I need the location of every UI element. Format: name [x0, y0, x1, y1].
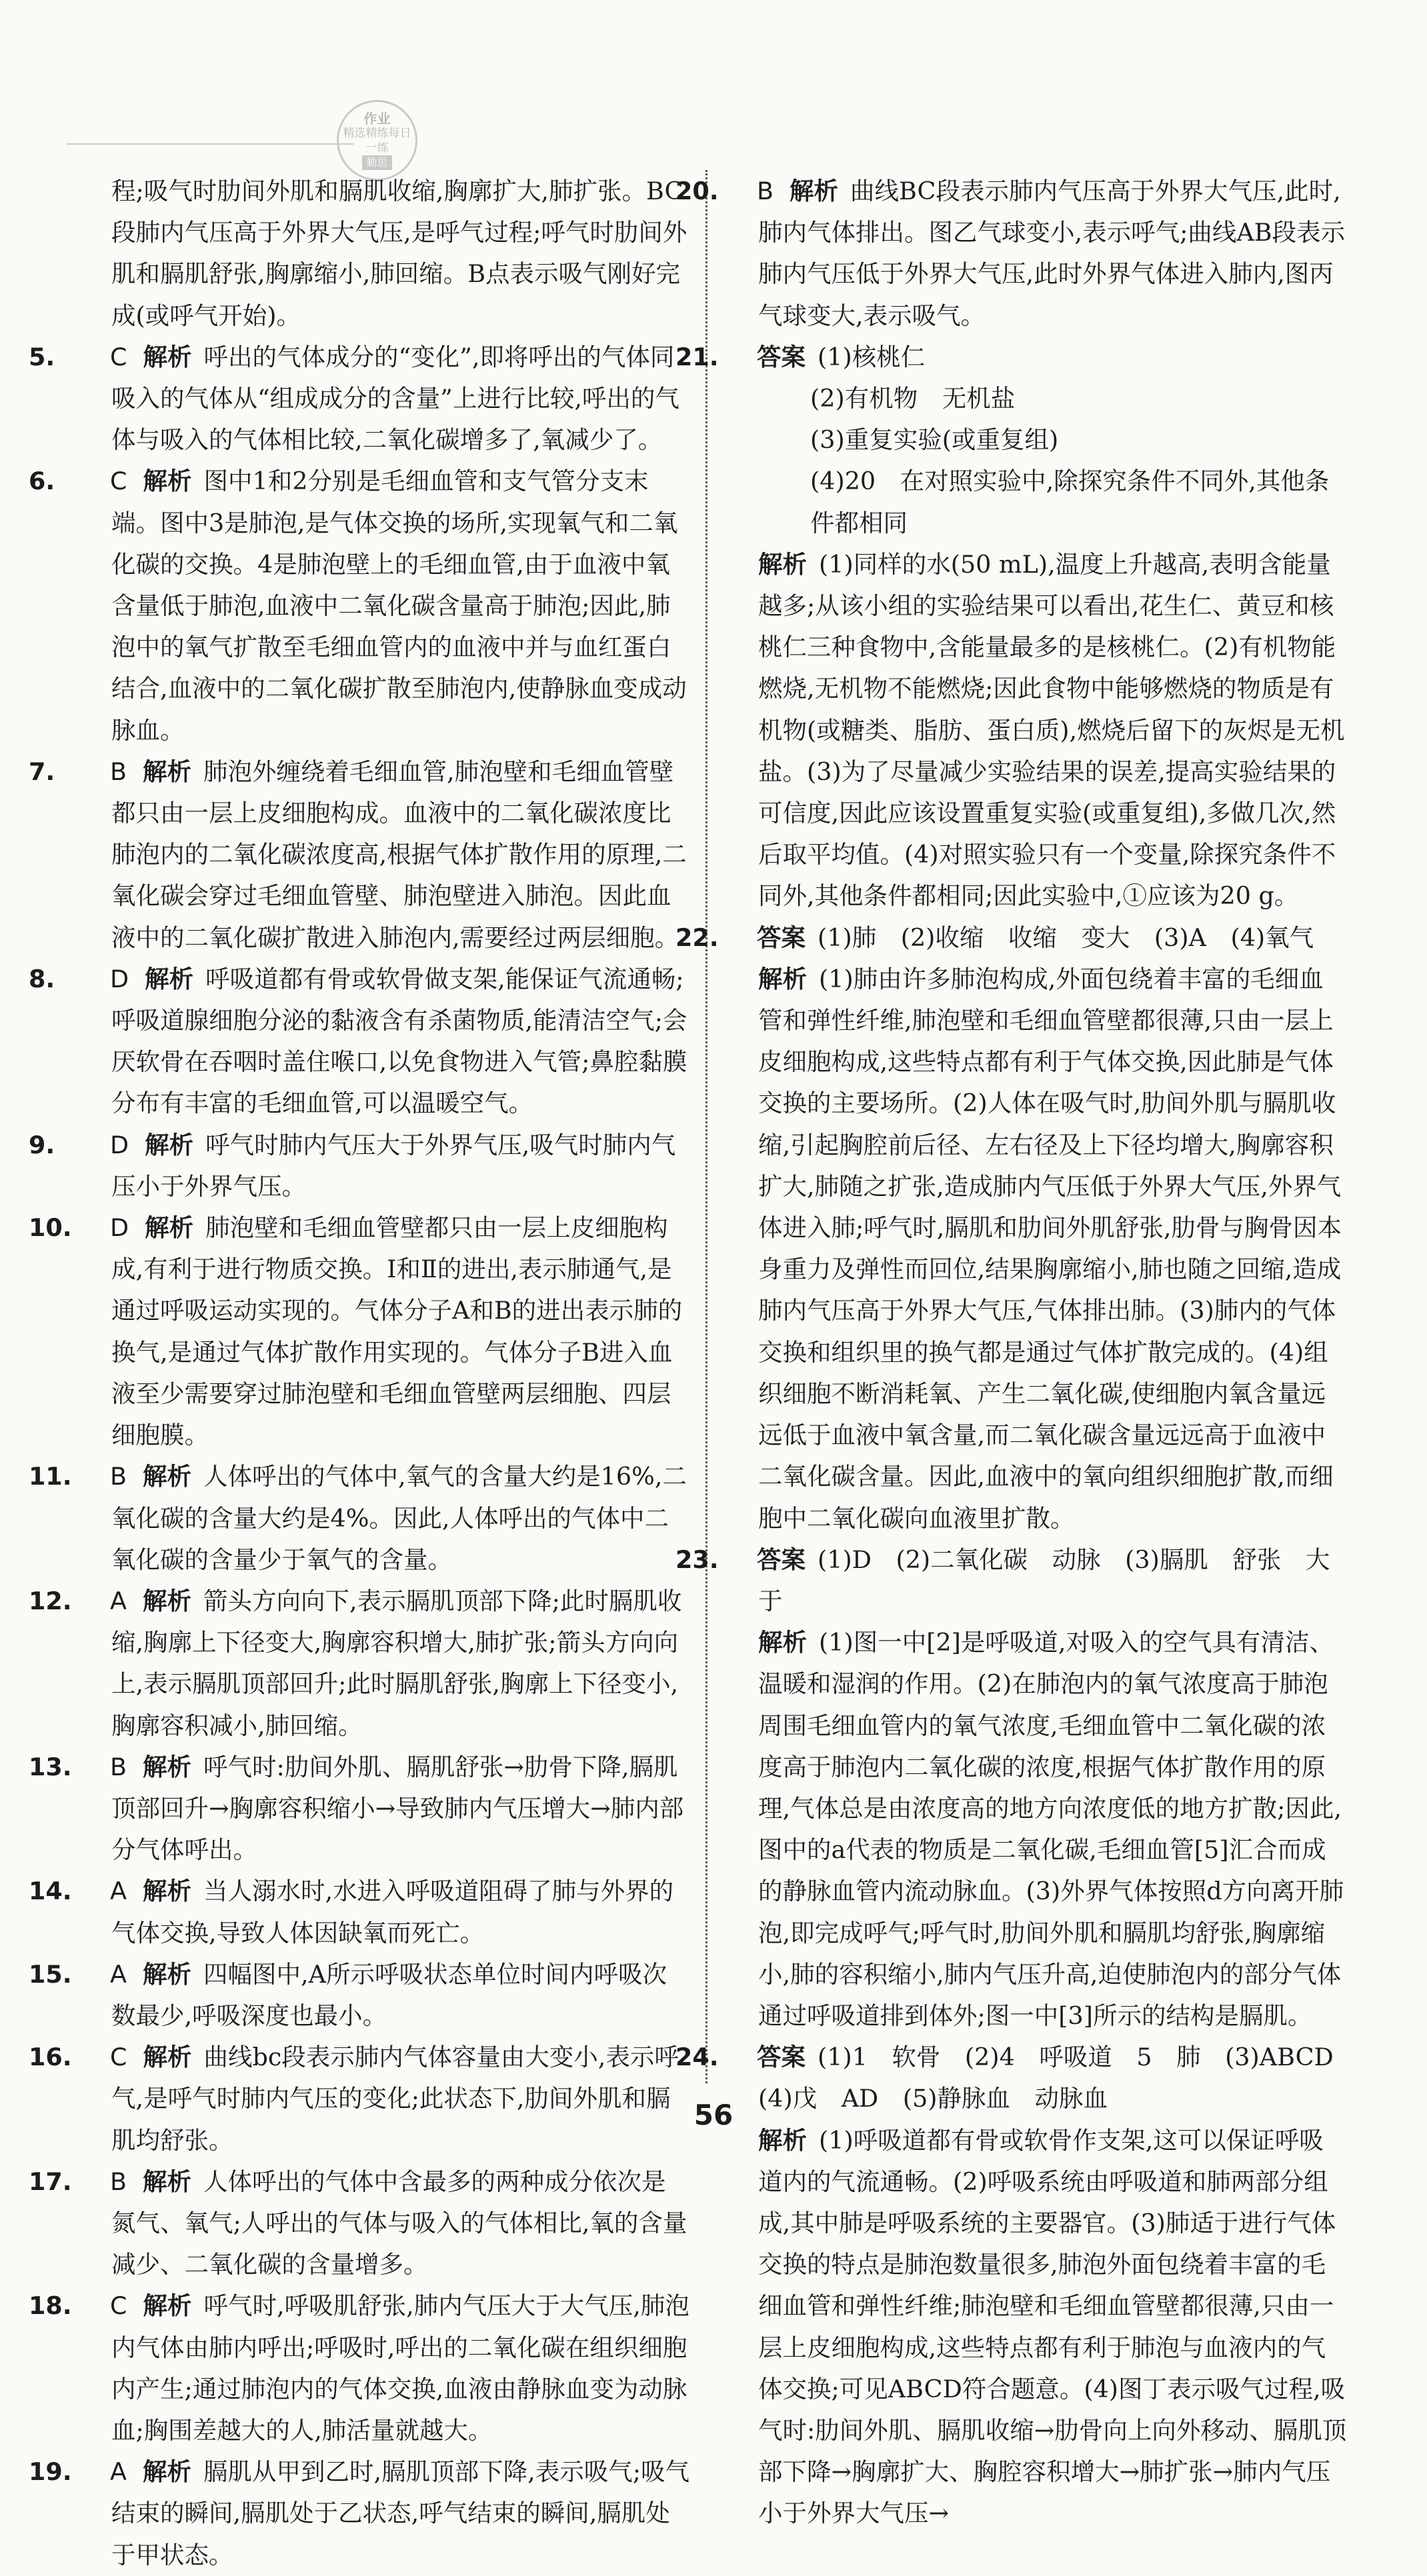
answer-24-part2: (4)戊 AD (5)静脉血 动脉血 [758, 2084, 1108, 2113]
explanation-24: 解析 (1)呼吸道都有骨或软骨作支架,这可以保证呼吸道内的气流通畅。(2)呼吸系统由呼吸道和肺两部分组成,其中肺是呼吸系统的主要器官。(3)肺适于进行气体交换的特点是肺泡数量很多,肺泡外面包绕着丰富的毛细血管和弹性纤维;肺泡壁和毛细血管壁都很薄,只由一层上皮细胞构成,这些特点都有利于肺泡与血液内的气体交换;可见ABCD符合题意。(4)图丁表示吸气过程,吸气时:肋间外肌、膈肌收缩→肋骨向上向外移动、膈肌顶部下降→胸廓扩大、胸腔容积增大→肺扩张→肺内气压小于外界大气压→ [758, 2125, 1347, 2528]
answer-item: 17. B 解析 人体呼出的气体中含最多的两种成分依次是氮气、氧气;人呼出的气体与吸入的气体相比,氧的含量减少、二氧化碳的含量增多。 [29, 2167, 687, 2279]
answer-item: 14. A 解析 当人溺水时,水进入呼吸道阻碍了肺与外界的气体交换,导致人体因缺氧而死亡。 [29, 1877, 674, 1947]
answer-item-21: 21. 答案 (1)核桃仁 (2)有机物 无机盐 (3)重复实验(或重复组) (4)20 在对照实验中,除探究条件不同外,其他条件都相同 解析 (1)同样的水(50 mL),温度上升越高,表明含能量越多;从该小组的实验结果可以看出,花生仁、黄豆和核桃仁三种食物中,含能量最多的是核桃仁。(2)有机物能燃烧,无机物不能燃烧;因此食物中能够燃烧的物质是有机物(或糖类、脂肪、蛋白质),燃烧后留下的灰烬是无机盐。(3)为了尽量减少实验结果的误差,提高实验结果的可信度,因此应该设置重复实验(或重复组),多做几次,然后取平均值。(4)对照实验只有一个变量,除探究条件不同外,其他条件都相同;因此实验中,①应该为20 g。 [717, 337, 1347, 917]
answer-21-part3: (3)重复实验(或重复组) [810, 425, 1059, 455]
answer-item: 15. A 解析 四幅图中,A所示呼吸状态单位时间内呼吸次数最少,呼吸深度也最小。 [29, 1959, 667, 2030]
explanation-21: 解析 (1)同样的水(50 mL),温度上升越高,表明含能量越多;从该小组的实验结果可以看出,花生仁、黄豆和核桃仁三种食物中,含能量最多的是核桃仁。(2)有机物能燃烧,无机物不能燃烧;因此食物中能够燃烧的物质是有机物(或糖类、脂肪、蛋白质),燃烧后留下的灰烬是无机盐。(3)为了尽量减少实验结果的误差,提高实验结果的可信度,因此应该设置重复实验(或重复组),多做几次,然后取平均值。(4)对照实验只有一个变量,除探究条件不同外,其他条件都相同;因此实验中,①应该为20 g。 [758, 549, 1345, 911]
watermark-stamp [337, 100, 417, 181]
answer-21-part2: (2)有机物 无机盐 [810, 384, 1016, 413]
header-rule [67, 143, 353, 145]
stamp-motto: 勤思 [362, 155, 391, 170]
answer-item: 9. D 解析 呼气时肺内气压大于外界气压,吸气时肺内气压小于外界气压。 [29, 1130, 676, 1201]
explanation-23: 解析 (1)图一中[2]是呼吸道,对吸入的空气具有清洁、温暖和湿润的作用。(2)在肺泡内的氧气浓度高于肺泡周围毛细血管内的氧气浓度,毛细血管中二氧化碳的浓度高于肺泡内二氧化碳的浓度,根据气体扩散作用的原理,气体总是由浓度高的地方向浓度低的地方扩散;因此,图中的a代表的物质是二氧化碳,毛细血管[5]汇合而成的静脉血管内流动脉血。(3)外界气体按照d方向离开肺泡,即完成呼气;呼气时,肋间外肌和膈肌均舒张,胸廓缩小,肺的容积缩小,肺内气压升高,迫使肺泡内的部分气体通过呼吸道排到体外;图一中[3]所示的结构是膈肌。 [758, 1628, 1344, 2030]
answer-item: 19. A 解析 膈肌从甲到乙时,膈肌顶部下降,表示吸气;吸气结束的瞬间,膈肌处于乙状态,呼气结束的瞬间,膈肌处于甲状态。 [29, 2457, 689, 2569]
answer-item-20: 20. B 解析 曲线BC段表示肺内气压高于外界大气压,此时,肺内气体排出。图乙气球变小,表示呼气;曲线AB段表示肺内气压低于外界大气压,此时外界气体进入肺内,图丙气球变大,表示吸气。 [675, 177, 1346, 330]
left-column [29, 171, 690, 2576]
answer-item: 10. D 解析 肺泡壁和毛细血管壁都只由一层上皮细胞构成,有利于进行物质交换。Ⅰ和Ⅱ的进出,表示肺通气,是通过呼吸运动实现的。气体分子A和B的进出表示肺的换气,是通过气体扩散作用实现的。气体分子B进入血液至少需要穿过肺泡壁和毛细血管壁两层细胞、四层细胞膜。 [29, 1213, 683, 1450]
answer-item: 8. D 解析 呼吸道都有骨或软骨做支架,能保证气流通畅;呼吸道腺细胞分泌的黏液含有杀菌物质,能清洁空气;会厌软骨在吞咽时盖住喉口,以免食物进入气管;鼻腔黏膜分布有丰富的毛细血管,可以温暖空气。 [29, 964, 687, 1118]
answer-item-22: 22. 答案 (1)肺 (2)收缩 收缩 变大 (3)A (4)氧气 解析 (1)肺由许多肺泡构成,外面包绕着丰富的毛细血管和弹性纤维,肺泡壁和毛细血管壁都很薄,只由一层上皮细胞构成,这些特点都有利于气体交换,因此肺是气体交换的主要场所。(2)人体在吸气时,肋间外肌与膈肌收缩,引起胸腔前后径、左右径及上下径均增大,胸廓容积扩大,肺随之扩张,造成肺内气压低于外界大气压,外界气体进入肺;呼气时,膈肌和肋间外肌舒张,肋骨与胸骨因本身重力及弹性而回位,结果胸廓缩小,肺也随之回缩,造成肺内气压高于外界大气压,气体排出肺。(3)肺内的气体交换和组织里的换气都是通过气体扩散完成的。(4)组织细胞不断消耗氧、产生二氧化碳,使细胞内氧含量远远低于血液中氧含量,而二氧化碳含量远远高于血液中二氧化碳含量。因此,血液中的氧向组织细胞扩散,而细胞中二氧化碳向血液里扩散。 [717, 917, 1347, 1539]
answer-item: 11. B 解析 人体呼出的气体中,氧气的含量大约是16%,二氧化碳的含量大约是4%。因此,人体呼出的气体中二氧化碳的含量少于氧气的含量。 [29, 1462, 687, 1574]
answer-item: 18. C 解析 呼气时,呼吸肌舒张,肺内气压大于大气压,肺泡内气体由肺内呼出;呼吸时,呼出的二氧化碳在组织细胞内产生;通过肺泡内的气体交换,血液由静脉血变为动脉血;胸围差越大的人,肺活量就越大。 [29, 2291, 689, 2445]
continuation-text: 程;吸气时肋间外肌和膈肌收缩,胸廓扩大,肺扩张。BC段肺内气压高于外界大气压,是呼气过程;呼气时肋间外肌和膈肌舒张,胸廓缩小,肺回缩。B点表示吸气刚好完成(或呼气开始)。 [111, 177, 687, 330]
column-divider [705, 170, 707, 2083]
answer-item: 5. C 解析 呼出的气体成分的“变化”,即将呼出的气体同吸入的气体从“组成成分的含量”上进行比较,呼出的气体与吸入的气体相比较,二氧化碳增多了,氧减少了。 [29, 342, 679, 455]
answer-item: 6. C 解析 图中1和2分别是毛细血管和支气管分支末端。图中3是肺泡,是气体交换的场所,实现氧气和二氧化碳的交换。4是肺泡壁上的毛细血管,由于血液中氧含量低于肺泡,血液中二氧化碳含量高于肺泡;因此,肺泡中的氧气扩散至毛细血管内的血液中并与血红蛋白结合,血液中的二氧化碳扩散至肺泡内,使静脉血变成动脉血。 [29, 467, 687, 745]
answer-item: 7. B 解析 肺泡外缠绕着毛细血管,肺泡壁和毛细血管壁都只由一层上皮细胞构成。血液中的二氧化碳浓度比肺泡内的二氧化碳浓度高,根据气体扩散作用的原理,二氧化碳会穿过毛细血管壁、肺泡壁进入肺泡。因此血液中的二氧化碳扩散进入肺泡内,需要经过两层细胞。 [29, 757, 687, 952]
answer-21-part4: (4)20 在对照实验中,除探究条件不同外,其他条件都相同 [810, 467, 1330, 537]
stamp-subtitle: 精选精练每日一练 [343, 126, 411, 155]
answer-list-left [29, 337, 690, 2576]
answer-item: 13. B 解析 呼气时:肋间外肌、膈肌舒张→肋骨下降,膈肌顶部回升→胸廓容积缩小→导致肺内气压增大→肺内部分气体呼出。 [29, 1752, 684, 1865]
answer-item-24: 24. 答案 (1)1 软骨 (2)4 呼吸道 5 肺 (3)ABCD (4)戊 AD (5)静脉血 动脉血 解析 (1)呼吸道都有骨或软骨作支架,这可以保证呼吸道内的气流通畅。(2)呼吸系统由呼吸道和肺两部分组成,其中肺是呼吸系统的主要器官。(3)肺适于进行气体交换的特点是肺泡数量很多,肺泡外面包绕着丰富的毛细血管和弹性纤维;肺泡壁和毛细血管壁都很薄,只由一层上皮细胞构成,这些特点都有利于肺泡与血液内的气体交换;可见ABCD符合题意。(4)图丁表示吸气过程,吸气时:肋间外肌、膈肌收缩→肋骨向上向外移动、膈肌顶部下降→胸廓扩大、胸腔容积增大→肺扩张→肺内气压小于外界大气压→ [717, 2037, 1347, 2534]
page-number: 56 [693, 2099, 734, 2131]
explanation-22: 解析 (1)肺由许多肺泡构成,外面包绕着丰富的毛细血管和弹性纤维,肺泡壁和毛细血管壁都很薄,只由一层上皮细胞构成,这些特点都有利于气体交换,因此肺是气体交换的主要场所。(2)人体在吸气时,肋间外肌与膈肌收缩,引起胸腔前后径、左右径及上下径均增大,胸廓容积扩大,肺随之扩张,造成肺内气压低于外界大气压,外界气体进入肺;呼气时,膈肌和肋间外肌舒张,肋骨与胸骨因本身重力及弹性而回位,结果胸廓缩小,肺也随之回缩,造成肺内气压高于外界大气压,气体排出肺。(3)肺内的气体交换和组织里的换气都是通过气体扩散完成的。(4)组织细胞不断消耗氧、产生二氧化碳,使细胞内氧含量远远低于血液中氧含量,而二氧化碳含量远远高于血液中二氧化碳含量。因此,血液中的氧向组织细胞扩散,而细胞中二氧化碳向血液里扩散。 [758, 964, 1342, 1533]
answer-item: 12. A 解析 箭头方向向下,表示膈肌顶部下降;此时膈肌收缩,胸廓上下径变大,胸廓容积增大,肺扩张;箭头方向向上,表示膈肌顶部回升;此时膈肌舒张,胸廓上下径变小,胸廓容积减小,肺回缩。 [29, 1586, 682, 1740]
answer-item-23: 23. 答案 (1)D (2)二氧化碳 动脉 (3)膈肌 舒张 大于 解析 (1)图一中[2]是呼吸道,对吸入的空气具有清洁、温暖和湿润的作用。(2)在肺泡内的氧气浓度高于肺泡周围毛细血管内的氧气浓度,毛细血管中二氧化碳的浓度高于肺泡内二氧化碳的浓度,根据气体扩散作用的原理,气体总是由浓度高的地方向浓度低的地方扩散;因此,图中的a代表的物质是二氧化碳,毛细血管[5]汇合而成的静脉血管内流动脉血。(3)外界气体按照d方向离开肺泡,即完成呼气;呼气时,肋间外肌和膈肌均舒张,胸廓缩小,肺的容积缩小,肺内气压升高,迫使肺泡内的部分气体通过呼吸道排到体外;图一中[3]所示的结构是膈肌。 [717, 1539, 1347, 2037]
answer-item: 16. C 解析 曲线bc段表示肺内气体容量由大变小,表示呼气,是呼气时肺内气压的变化;此状态下,肋间外肌和膈肌均舒张。 [29, 2043, 679, 2155]
stamp-title: 作业 [363, 110, 391, 127]
